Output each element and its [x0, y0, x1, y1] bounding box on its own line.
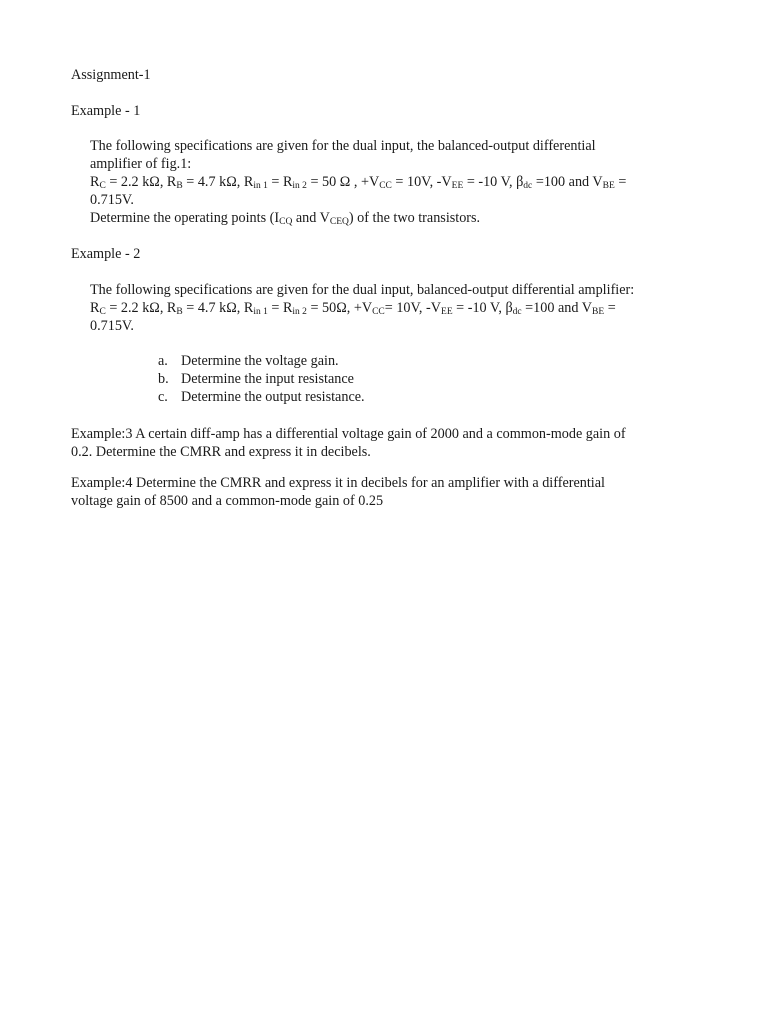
example-2-line-1: The following specifications are given for the dual input, balanced-output differential amplifier:	[90, 282, 635, 298]
example-2-heading: Example - 2	[71, 246, 141, 262]
example-2-spec-line-2: 0.715V.	[90, 318, 134, 334]
list-item	[0, 352, 768, 370]
example-3-line-1: Example:3 A certain diff-amp has a differential voltage gain of 2000 and a common-mode gain of	[71, 426, 626, 442]
list-item	[0, 370, 768, 388]
example-2-spec-line: $R_C = 2.2$ kΩ, $R_B = 4.7$ kΩ, $R_{in 1} = R_{in 2} = 50\Omega$, $+V_{CC}= 10V$, $-V_{EE} = -10$ V, $\beta_{dc} =100$ and $V_{BE}$ =	[90, 300, 616, 317]
list-item-text: Determine the input resistance	[181, 371, 354, 387]
list-item	[0, 388, 768, 406]
example-1-spec-line: $R_C = 2.2$ kΩ, $R_B = 4.7$ kΩ, $R_{in 1} = R_{in 2} = 50$ Ω , $+V_{CC} = 10V$, $-V_{EE} = -10$ V, $\beta_{dc} =100$ and $V_{BE}$ =	[90, 174, 627, 191]
example-1-line-1: The following specifications are given for the dual input, the balanced-output differential	[90, 138, 596, 154]
list-item-text: Determine the voltage gain.	[181, 353, 339, 369]
example-1-line-2: amplifier of fig.1:	[90, 156, 192, 172]
assignment-title: Assignment-1	[71, 67, 151, 83]
list-item-letter: c.	[158, 389, 168, 405]
list-item-letter: a.	[158, 353, 168, 369]
list-item-text: Determine the output resistance.	[181, 389, 365, 405]
example-1-spec-line-2: 0.715V.	[90, 192, 134, 208]
example-4-line-2: voltage gain of 8500 and a common-mode gain of 0.25	[71, 493, 384, 509]
example-3-line-2: 0.2. Determine the CMRR and express it in decibels.	[71, 444, 371, 460]
example-4-line-1: Example:4 Determine the CMRR and express it in decibels for an amplifier with a differential	[71, 475, 605, 491]
example-1-task: Determine the operating points ($I_{CQ}$ and $V_{CEQ}$) of the two transistors.	[90, 210, 481, 227]
example-1-heading: Example - 1	[71, 103, 141, 119]
list-item-letter: b.	[158, 371, 169, 387]
